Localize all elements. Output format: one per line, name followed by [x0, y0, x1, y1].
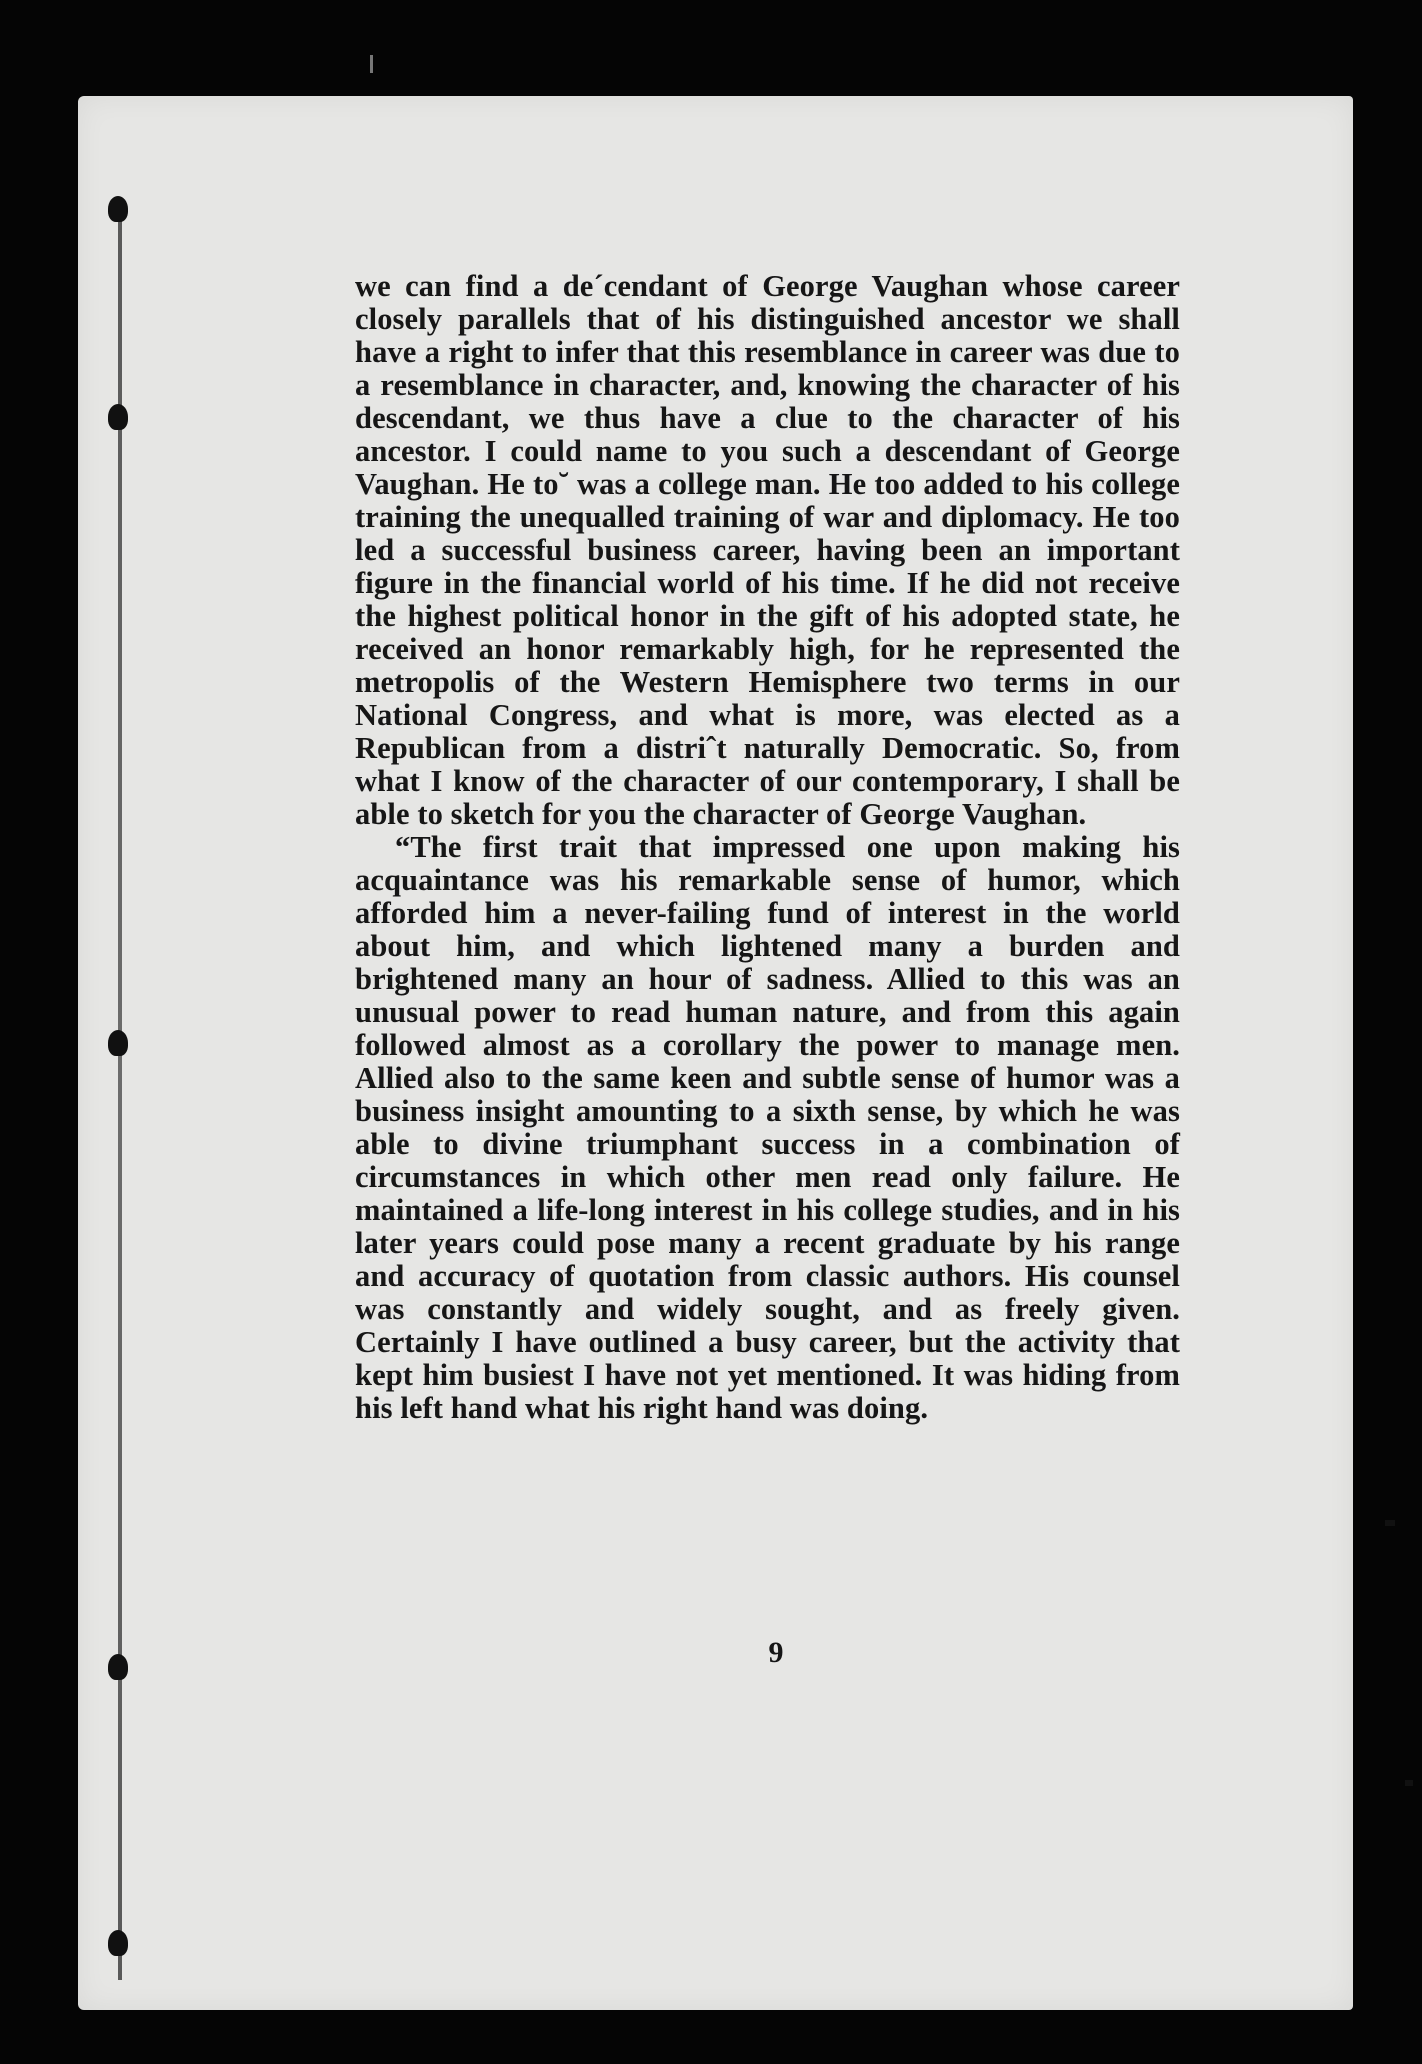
- paragraph-2: “The first trait that impressed one upon making his acquaintance was his remarkable sense of humor, which afforded him a never-failing fund of interest in the world about him, and which lightened many a burden and brightened many an hour of sadness. Allied to this was an unusual power to read human nature, and from this again followed almost as a corollary the power to manage men. Allied also to the same keen and subtle sense of humor was a business insight amounting to a sixth sense, by which he was able to divine triumphant success in a combination of circumstances in which other men read only failure. He maintained a life-long interest in his college studies, and in his later years could pose many a recent graduate by his range and accuracy of quotation from classic authors. His counsel was constantly and widely sought, and as freely given. Certainly I have outlined a busy career, but the activity that kept him busiest I have not yet mentioned. It was hiding from his left hand what his right hand was doing.: [355, 830, 1180, 1425]
- paragraph-1: we can find a de´cendant of George Vaughan whose career closely parallels that of his distinguished ancestor we shall have a right to infer that this resemblance in career was due to a resemblance in character, and, knowing the character of his descendant, we thus have a clue to the character of his ancestor. I could name to you such a descendant of George Vaughan. He to˘ was a college man. He too added to his college training the unequalled training of war and diplomacy. He too led a successful business career, having been an important figure in the financial world of his time. If he did not receive the highest political honor in the gift of his adopted state, he received an honor remarkably high, for he represented the metropolis of the Western Hemisphere two terms in our National Congress, and what is more, was elected as a Republican from a distriˆt naturally Democratic. So, from what I know of the character of our contemporary, I shall be able to sketch for you the character of George Vaughan.: [355, 269, 1180, 831]
- binding-stitch: [108, 1930, 128, 1956]
- page-edge-mark: [1405, 1780, 1413, 1786]
- binding-edge: [118, 210, 122, 1980]
- binding-stitch: [108, 404, 128, 430]
- page-edge-mark: [1385, 1520, 1395, 1526]
- scan-artifact: [370, 55, 373, 73]
- binding-stitch: [108, 1030, 128, 1056]
- binding-stitch: [108, 196, 128, 222]
- body-text: [355, 270, 1180, 1425]
- page-number: 9: [768, 1636, 784, 1669]
